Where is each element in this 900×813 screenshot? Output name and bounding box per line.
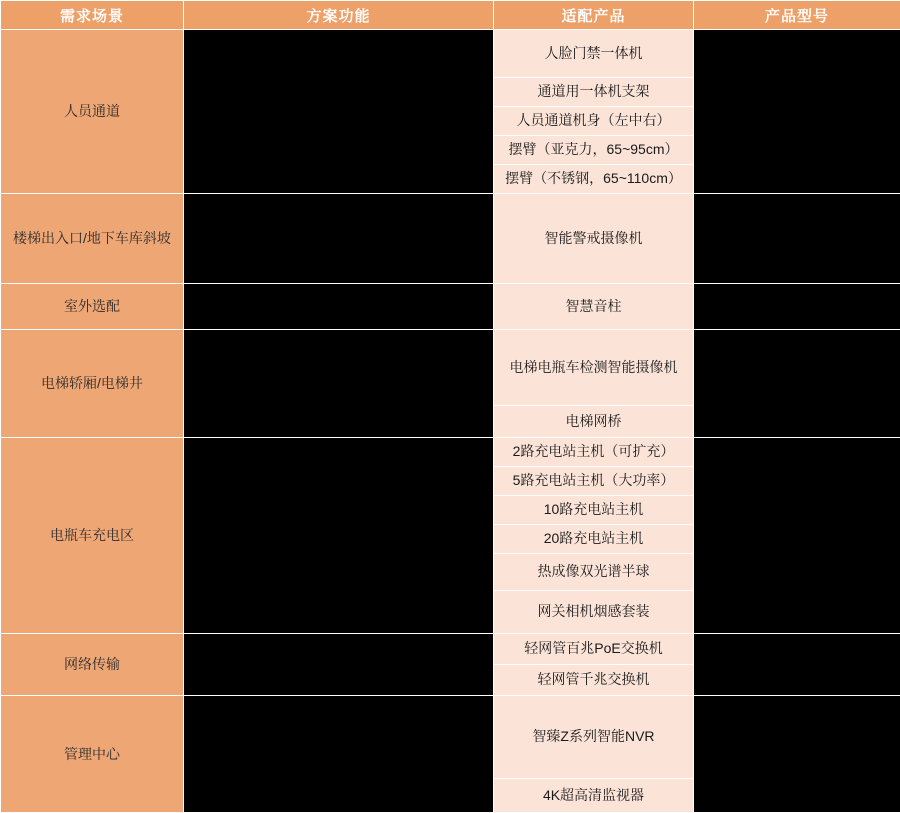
function-cell-elevator [184, 330, 494, 438]
scene-cell-elevator [1, 330, 184, 438]
function-cell-ebike-charging [184, 438, 494, 634]
scene-cell-stairs-garage-ramp [1, 194, 184, 284]
product-cell: 通道用一体机支架 [494, 78, 694, 107]
model-cell-network-transmission [694, 634, 900, 696]
product-cell: 10路充电站主机 [494, 496, 694, 525]
product-cell: 电梯电瓶车检测智能摄像机 [494, 330, 694, 406]
scene-label: 电瓶车充电区 [1, 526, 183, 545]
scene-label: 人员通道 [1, 102, 183, 121]
table-row [1, 634, 900, 665]
product-cell: 智臻Z系列智能NVR [494, 696, 694, 779]
product-cell: 轻网管百兆PoE交换机 [494, 634, 694, 665]
scene-label: 电梯轿厢/电梯井 [1, 374, 183, 393]
table-header-row [1, 1, 900, 30]
scene-label: 室外选配 [1, 297, 183, 316]
table-header [1, 1, 900, 30]
model-cell-outdoor-optional [694, 284, 900, 330]
product-cell: 摆臂（不锈钢，65~110cm） [494, 165, 694, 194]
product-cell: 人脸门禁一体机 [494, 30, 694, 78]
function-cell-stairs-garage-ramp [184, 194, 494, 284]
table-row [1, 438, 900, 467]
product-cell: 电梯网桥 [494, 406, 694, 438]
product-cell: 5路充电站主机（大功率） [494, 467, 694, 496]
product-cell: 智能警戒摄像机 [494, 194, 694, 284]
column-header-model: 产品型号 [694, 1, 900, 30]
function-cell-management-center [184, 696, 494, 813]
product-cell: 智慧音柱 [494, 284, 694, 330]
product-cell: 4K超高清监视器 [494, 779, 694, 813]
function-cell-personnel-passage [184, 30, 494, 194]
scene-cell-network-transmission [1, 634, 184, 696]
column-header-function: 方案功能 [184, 1, 494, 30]
product-cell: 网关相机烟感套装 [494, 591, 694, 634]
scene-cell-ebike-charging [1, 438, 184, 634]
product-cell: 摆臂（亚克力，65~95cm） [494, 136, 694, 165]
model-cell-ebike-charging [694, 438, 900, 634]
product-cell: 2路充电站主机（可扩充） [494, 438, 694, 467]
scene-cell-management-center [1, 696, 184, 813]
table-row [1, 284, 900, 330]
function-cell-network-transmission [184, 634, 494, 696]
table-body [1, 30, 900, 813]
table-row [1, 30, 900, 78]
scene-label: 网络传输 [1, 655, 183, 674]
product-cell: 人员通道机身（左中右） [494, 107, 694, 136]
product-cell: 热成像双光谱半球 [494, 554, 694, 591]
table-row [1, 696, 900, 779]
scene-label: 楼梯出入口/地下车库斜坡 [1, 229, 183, 248]
model-cell-management-center [694, 696, 900, 813]
model-cell-stairs-garage-ramp [694, 194, 900, 284]
scene-cell-outdoor-optional [1, 284, 184, 330]
column-header-scene: 需求场景 [1, 1, 184, 30]
function-cell-outdoor-optional [184, 284, 494, 330]
column-header-product: 适配产品 [494, 1, 694, 30]
model-cell-elevator [694, 330, 900, 438]
scene-label: 管理中心 [1, 745, 183, 764]
table-row [1, 194, 900, 284]
product-cell: 轻网管千兆交换机 [494, 665, 694, 696]
scene-cell-personnel-passage [1, 30, 184, 194]
product-cell: 20路充电站主机 [494, 525, 694, 554]
table-row [1, 330, 900, 406]
model-cell-personnel-passage [694, 30, 900, 194]
